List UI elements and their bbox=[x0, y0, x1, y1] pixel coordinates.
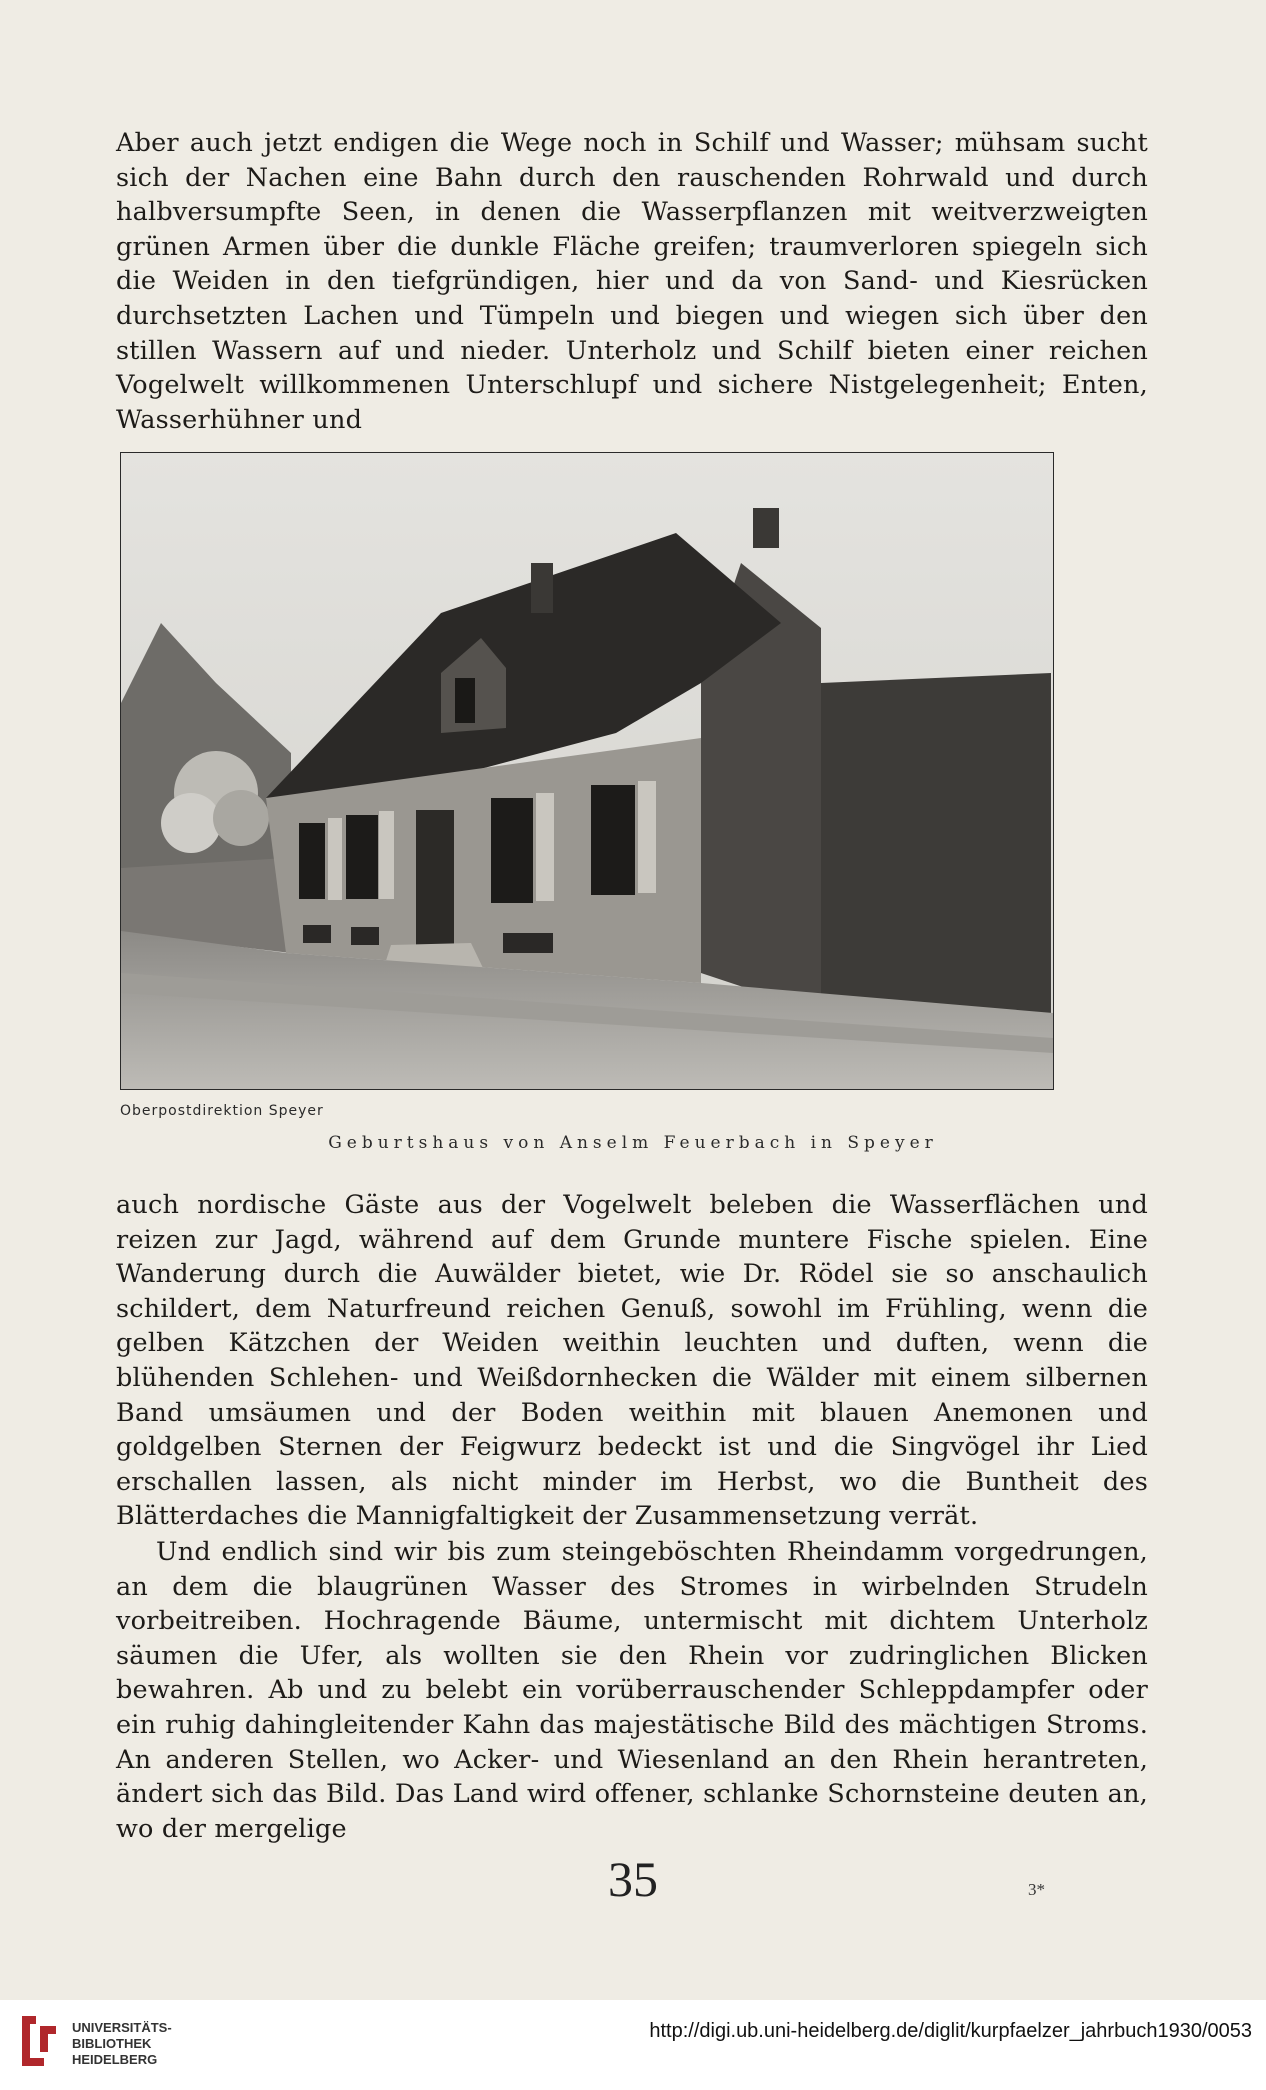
house-photo-illustration bbox=[121, 453, 1053, 1089]
paragraph-middle: auch nordische Gäste aus der Vogelwelt beleben die Wasserflächen und reizen zur Jagd, während auf dem Grunde muntere Fische spielen. Eine Wanderung durch die Auwälder bietet, wie Dr. Rödel sie so anschaulich schildert, dem Naturfreund reichen Genuß, sowohl im Frühling, wenn die gelben Kätzchen der Weiden weithin leuchten und duften, wenn die blühenden Schlehen- und Weißdornhecken die Wälder mit einem silbernen Band umsäumen und der Boden weithin mit blauen Anemonen und goldgelben Sternen der Feigwurz bedeckt ist und die Singvögel ihr Lied erschallen lassen, als nicht minder im Herbst, wo die Buntheit des Blätterdaches die Mannigfaltigkeit der Zusammensetzung verrät. bbox=[116, 1190, 1148, 1532]
paragraph-bottom: Und endlich sind wir bis zum steingeböschten Rheindamm vorgedrungen, an dem die blaugrünen Wasser des Stromes in wirbelnden Strudeln vorbeitreiben. Hochragende Bäume, untermischt mit dichtem Unterholz säumen die Ufer, als wollten sie den Rhein vor zudringlichen Blicken bewahren. Ab und zu belebt ein vorüberrauschender Schleppdampfer oder ein ruhig dahingleitender Kahn das majestätische Bild des mächtigen Stroms. An anderen Stellen, wo Acker- und Wiesenland an den Rhein herantreten, ändert sich das Bild. Das Land wird offener, schlanke Schornsteine deuten an, wo der mergelige bbox=[116, 1537, 1148, 1844]
house-photograph bbox=[120, 452, 1054, 1090]
library-name-line3: HEIDELBERG bbox=[72, 2052, 158, 2067]
photo-credit: Oberpostdirektion Speyer bbox=[120, 1103, 324, 1119]
library-name-line1: UNIVERSITÄTS- bbox=[72, 2020, 172, 2035]
library-name-line2: BIBLIOTHEK bbox=[72, 2036, 152, 2051]
library-logo-icon bbox=[14, 2012, 64, 2078]
signature-mark: 3* bbox=[1028, 1880, 1045, 1899]
source-url-link[interactable]: http://digi.ub.uni-heidelberg.de/diglit/kurpfaelzer_jahrbuch1930/0053 bbox=[649, 2020, 1252, 2042]
library-name bbox=[72, 2020, 172, 2068]
library-footer bbox=[0, 2000, 1266, 2090]
page-number: 35 bbox=[608, 1851, 658, 1907]
paragraph-top: Aber auch jetzt endigen die Wege noch in Schilf und Wasser; mühsam sucht sich der Nachen eine Bahn durch den rauschenden Rohrwald und durch halbversumpfte Seen, in denen die Wasserpflanzen mit weitverzweigten grünen Armen über die dunkle Fläche greifen; traumverloren spiegeln sich die Weiden in den tiefgründigen, hier und da von Sand- und Kiesrücken durchsetzten Lachen und Tümpeln und biegen und wiegen sich über den stillen Wassern auf und nieder. Unterholz und Schilf bieten einer reichen Vogelwelt willkommenen Unterschlupf und sichere Nistgelegenheit; Enten, Wasserhühner und bbox=[116, 128, 1148, 435]
photo-caption: Geburtshaus von Anselm Feuerbach in Speyer bbox=[328, 1133, 938, 1153]
